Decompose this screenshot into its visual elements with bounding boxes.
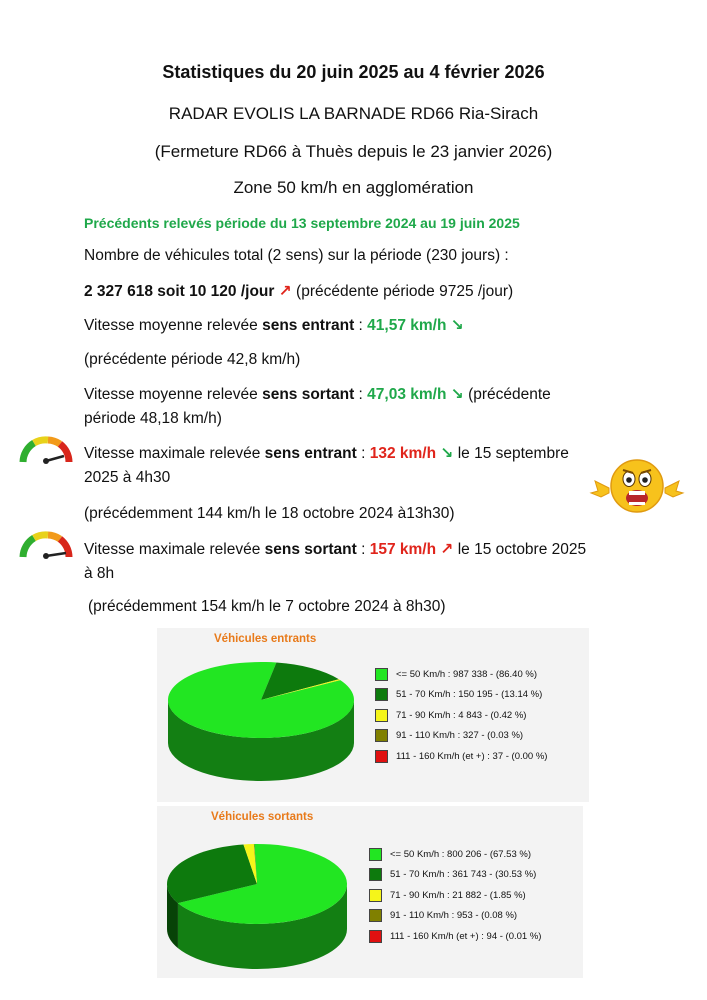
avg-out-prev-b: période 48,18 km/h) [84,410,222,427]
previous-period-header: Précédents relevés période du 13 septembre 2024 au 19 juin 2025 [84,215,520,231]
avg-out-direction: sens sortant [262,386,355,403]
avg-in-value: 41,57 km/h [367,317,447,334]
legend-label: <= 50 Km/h : 800 206 - (67.53 %) [390,848,532,860]
chart-title: Véhicules sortants [211,811,314,823]
avg-out-label: Vitesse moyenne relevée [84,386,263,403]
max-in-prev: (précédemment 144 km/h le 18 octobre 2024 à13h30) [84,505,455,522]
legend-item [369,865,541,886]
legend-item [369,844,541,865]
legend-swatch [375,709,388,722]
legend-swatch [369,848,382,861]
legend-swatch [375,729,388,742]
max-out-date-b: à 8h [84,565,115,582]
legend-item [375,746,547,767]
speedometer-icon [18,531,74,561]
closure-note: (Fermeture RD66 à Thuès depuis le 23 janvier 2026) [154,142,553,161]
legend-swatch [369,868,382,881]
avg-out-line: Vitesse moyenne relevée sens sortant : 47,03 km/h ↘ (précédente [84,386,551,403]
legend-item [375,705,547,726]
shocked-emoji-icon [587,455,687,517]
legend-swatch [375,668,388,681]
legend-swatch [369,909,382,922]
max-in-date-b: 2025 à 4h30 [84,469,171,486]
chart-sortants [157,806,583,978]
avg-in-prev: (précédente période 42,8 km/h) [84,351,301,368]
legend-item [369,885,541,906]
legend-label: 111 - 160 Km/h (et +) : 37 - (0.00 %) [396,750,548,762]
legend-label: 91 - 110 Km/h : 327 - (0.03 %) [396,730,524,742]
max-out-label: Vitesse maximale relevée [84,541,265,558]
max-in-value: 132 km/h [369,445,437,462]
max-out-value: 157 km/h [369,541,437,558]
legend-swatch [375,688,388,701]
max-in-line: Vitesse maximale relevée sens entrant : 132 km/h ↘ le 15 septembre [84,445,569,462]
legend-item [375,664,547,685]
pie-chart [157,806,367,978]
total-intro: Nombre de véhicules total (2 sens) sur la période (230 jours) : [84,247,509,264]
legend-label: 111 - 160 Km/h (et +) : 94 - (0.01 %) [390,930,542,942]
chart-legend [375,664,547,767]
total-value: 2 327 618 soit 10 120 /jour [84,283,275,300]
chart-title: Véhicules entrants [214,633,317,645]
legend-item [369,906,541,927]
avg-out-value: 47,03 km/h [367,386,447,403]
max-out-date-a: le 15 octobre 2025 [457,541,587,558]
max-in-direction: sens entrant [264,445,357,462]
legend-swatch [369,889,382,902]
legend-label: 51 - 70 Km/h : 150 195 - (13.14 %) [396,689,543,701]
max-out-direction: sens sortant [264,541,357,558]
arrow-down-icon: ↘ [450,386,464,403]
speedometer-icon [18,436,74,466]
legend-label: 71 - 90 Km/h : 21 882 - (1.85 %) [390,889,526,901]
avg-out-prev-a: (précédente [468,386,551,403]
arrow-down-icon: ↘ [450,317,464,334]
legend-swatch [369,930,382,943]
page-title: Statistiques du 20 juin 2025 au 4 février 2026 [162,62,545,82]
avg-in-label: Vitesse moyenne relevée [84,317,263,334]
legend-item [375,685,547,706]
chart-legend [369,844,541,947]
max-out-prev: (précédemment 154 km/h le 7 octobre 2024 à 8h30) [88,598,446,615]
legend-label: 91 - 110 Km/h : 953 - (0.08 %) [390,910,518,922]
max-out-line: Vitesse maximale relevée sens sortant : 157 km/h ↗ le 15 octobre 2025 [84,541,587,558]
legend-item [375,726,547,747]
arrow-up-icon: ↗ [440,541,454,558]
max-in-date-a: le 15 septembre [457,445,569,462]
chart-entrants [157,628,589,802]
avg-in-direction: sens entrant [262,317,355,334]
arrow-down-icon: ↘ [440,445,454,462]
radar-name: RADAR EVOLIS LA BARNADE RD66 Ria-Sirach [168,104,539,123]
pie-chart [157,628,367,802]
legend-label: 51 - 70 Km/h : 361 743 - (30.53 %) [390,869,537,881]
avg-in-line: Vitesse moyenne relevée sens entrant : 41,57 km/h ↘ [84,317,464,334]
legend-swatch [375,750,388,763]
max-in-label: Vitesse maximale relevée [84,445,265,462]
arrow-up-icon: ↗ [278,283,292,300]
total-prev: (précédente période 9725 /jour) [296,283,514,300]
total-line [84,282,513,301]
legend-label: <= 50 Km/h : 987 338 - (86.40 %) [396,668,538,680]
zone-note: Zone 50 km/h en agglomération [233,178,474,197]
legend-item [369,926,541,947]
legend-label: 71 - 90 Km/h : 4 843 - (0.42 %) [396,709,527,721]
